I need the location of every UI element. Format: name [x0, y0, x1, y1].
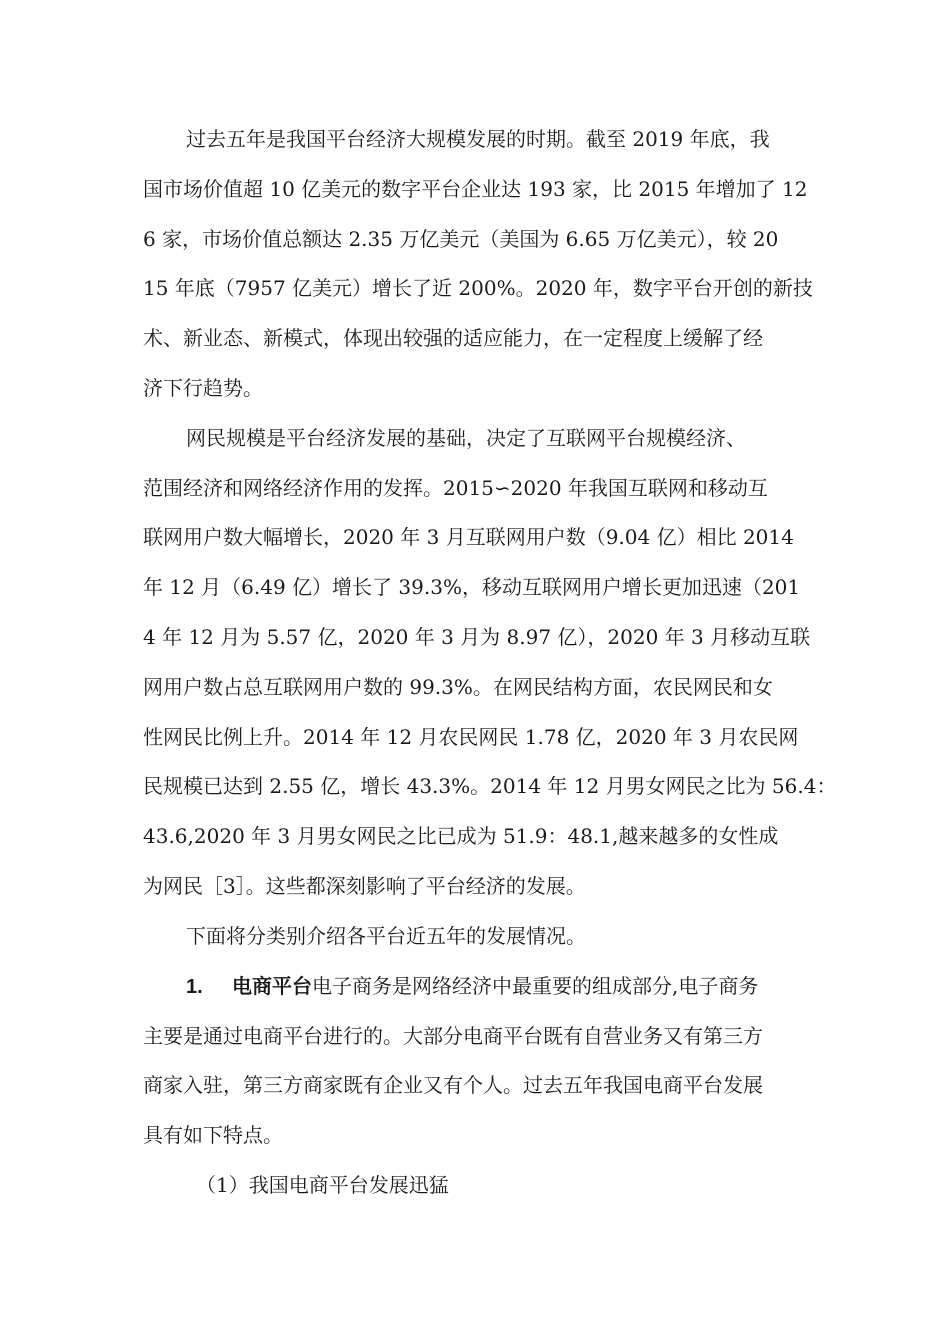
paragraph-1-line: 过去五年是我国平台经济大规模发展的时期。截至 2019 年底，我	[186, 127, 770, 151]
paragraph-1-line: 济下行趋势。	[143, 376, 263, 400]
paragraph-2-line: 年 12 月（6.49 亿）增长了 39.3%，移动互联网用户增长更加迅速（201	[143, 575, 801, 599]
paragraph-2-line: 范围经济和网络经济作用的发挥。2015∽2020 年我国互联网和移动互	[143, 476, 768, 500]
paragraph-1-line: 15 年底（7957 亿美元）增长了近 200%。2020 年，数字平台开创的新技	[143, 276, 813, 300]
section-number: 1.	[186, 976, 203, 998]
paragraph-2-line: 民规模已达到 2.55 亿，增长 43.3%。2014 年 12 月男女网民之比为 56.4：	[143, 774, 837, 798]
section-1-text: 电子商务是网络经济中最重要的组成部分,电子商务	[312, 974, 759, 998]
paragraph-1-line: 术、新业态、新模式，体现出较强的适应能力，在一定程度上缓解了经	[143, 326, 763, 350]
paragraph-1-line: 国市场价值超 10 亿美元的数字平台企业达 193 家，比 2015 年增加了 12	[143, 177, 808, 201]
subheading-1: （1）我国电商平台发展迅猛	[196, 1173, 449, 1197]
section-1-line: 具有如下特点。	[143, 1123, 283, 1147]
paragraph-3: 下面将分类别介绍各平台近五年的发展情况。	[186, 924, 586, 948]
paragraph-1-line: 6 家，市场价值总额达 2.35 万亿美元（美国为 6.65 万亿美元），较 20	[143, 227, 779, 251]
section-1-line: 主要是通过电商平台进行的。大部分电商平台既有自营业务又有第三方	[143, 1024, 763, 1048]
paragraph-2-line: 网民规模是平台经济发展的基础，决定了互联网平台规模经济、	[186, 426, 746, 450]
section-1-first-line	[186, 972, 758, 1000]
paragraph-2-line: 联网用户数大幅增长，2020 年 3 月互联网用户数（9.04 亿）相比 2014	[143, 525, 794, 549]
section-1-line: 商家入驻，第三方商家既有企业又有个人。过去五年我国电商平台发展	[143, 1073, 763, 1097]
paragraph-2-line: 性网民比例上升。2014 年 12 月农民网民 1.78 亿，2020 年 3 月农民网	[143, 725, 799, 749]
paragraph-2-line: 4 年 12 月为 5.57 亿，2020 年 3 月为 8.97 亿），2020 年 3 月移动互联	[143, 625, 811, 649]
paragraph-2-line: 为网民［3］。这些都深刻影响了平台经济的发展。	[143, 874, 586, 898]
section-title: 电商平台	[232, 976, 312, 998]
paragraph-2-line: 43.6,2020 年 3 月男女网民之比已成为 51.9：48.1,越来越多的女性成	[143, 824, 779, 848]
paragraph-2-line: 网用户数占总互联网用户数的 99.3%。在网民结构方面，农民网民和女	[143, 675, 773, 699]
